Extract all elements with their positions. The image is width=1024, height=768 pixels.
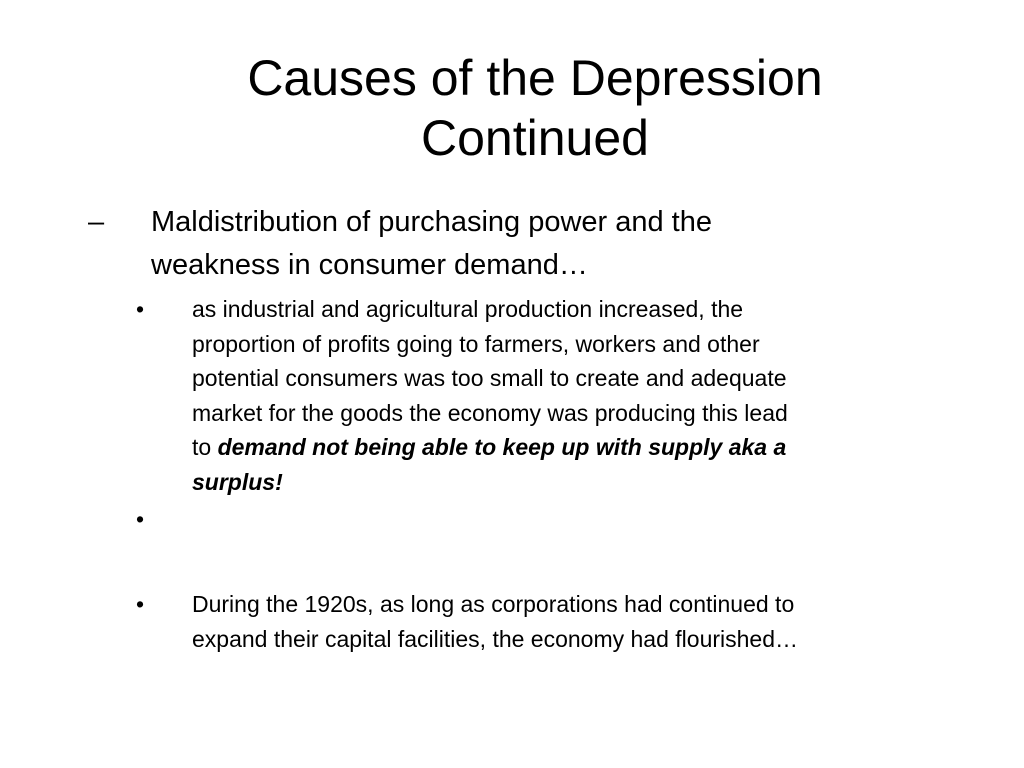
dash-marker: – — [88, 206, 105, 238]
emphasis-text: demand not being able to keep up with supply aka a — [217, 434, 787, 460]
bullet-line-prefix: to — [192, 434, 218, 460]
main-point-line-2: weakness in consumer demand… — [151, 249, 588, 281]
slide-title — [120, 48, 950, 168]
bullet-line: During the 1920s, as long as corporations had continued to — [192, 591, 795, 617]
main-point-text — [151, 201, 931, 287]
slide-title-line-2: Continued — [421, 109, 649, 166]
bullet-line: market for the goods the economy was producing this lead — [192, 399, 788, 426]
bullet-marker: • — [136, 296, 145, 322]
bullet-line: expand their capital facilities, the economy had flourished… — [192, 625, 799, 652]
bullet-line: proportion of profits going to farmers, workers and other — [192, 330, 760, 357]
bullet-marker: • — [136, 591, 145, 617]
emphasis-text-continued: surplus! — [192, 468, 283, 495]
bullet-line-with-emphasis — [192, 430, 952, 465]
slide-title-line-1: Causes of the Depression — [247, 49, 823, 106]
bullet-marker: • — [136, 506, 145, 532]
bullet-text — [192, 587, 952, 656]
bullet-line: potential consumers was too small to create and adequate — [192, 365, 787, 391]
bullet-line: as industrial and agricultural production increased, the — [192, 296, 744, 322]
main-point-line-1: Maldistribution of purchasing power and the — [151, 206, 712, 238]
bullet-text — [192, 292, 952, 499]
